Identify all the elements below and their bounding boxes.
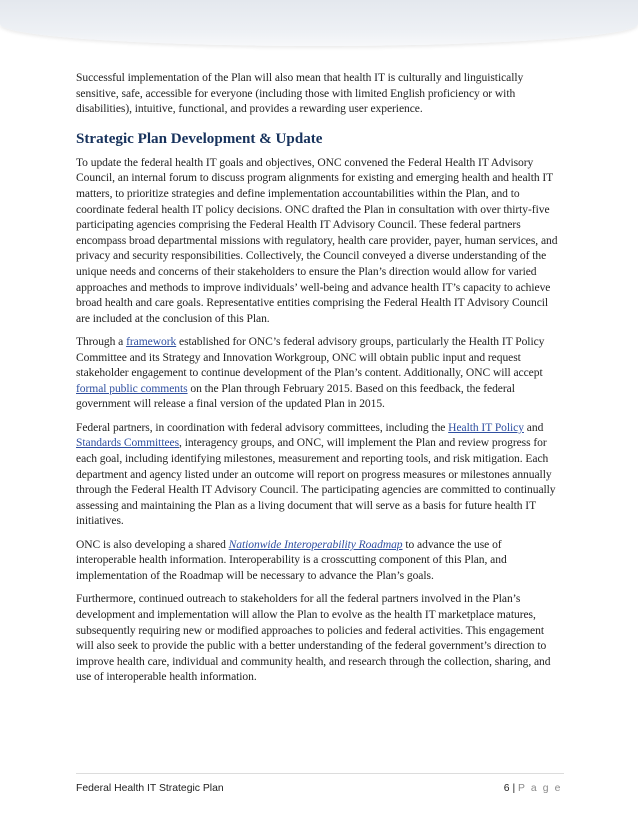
text-run: Through a bbox=[76, 336, 127, 349]
header-band bbox=[0, 0, 638, 46]
text-run: , interagency groups, and ONC, will implement the Plan and review progress for each goal, including identifying milestones, measurement and reporting tools, and risk mitigation. Each department and agency listed under an outcome will report on progress measures or milestones annually through the Federal Health IT Advisory Council. The participating agencies are committed to continually assessing and maintaining the Plan as a living document that will serve as a basis for future health IT initiatives. bbox=[76, 437, 556, 528]
text-run: and bbox=[523, 421, 544, 434]
formal-public-comments-link[interactable]: formal public comments bbox=[76, 382, 188, 395]
intro-paragraph: Successful implementation of the Plan will also mean that health IT is culturally and linguistically sensitive, safe, accessible for everyone (including those with limited English proficiency or with disabilities), intuitive, functional, and provides a rewarding user experience. bbox=[76, 72, 524, 116]
health-it-policy-link[interactable]: Health IT Policy bbox=[448, 421, 524, 434]
text-run: to advance the use of interoperable health information. Interoperability is a crosscutting component of this Plan, and implementation of the Roadmap will be necessary to advance the Plan’s goals. bbox=[76, 538, 507, 583]
page-footer bbox=[76, 773, 564, 794]
text-run: on the Plan through February 2015. Based on this feedback, the federal government will release a final version of the updated Plan in 2015. bbox=[76, 382, 515, 411]
council-paragraph: To update the federal health IT goals and objectives, ONC convened the Federal Health IT Advisory Council, an internal forum to discuss program alignments for existing and emerging health and health IT matters, to prioritize strategies and define implementation accountabilities within the Plan, and to coordinate federal health IT policy decisions. ONC drafted the Plan in consultation with over thirty-five participating agencies comprising the Federal Health IT Advisory Council. These federal partners encompass broad departmental missions with regulatory, health care provider, payer, human services, and privacy and security responsibilities. Collectively, the Council conveyed a diverse understanding of the unique needs and concerns of their stakeholders to ensure the Plan’s direction would allow for varied approaches and methods to improve individuals’ well-being and advance health IT’s capacity to achieve broad health and care goals. Representative entities comprising the Federal Health IT Advisory Council are included at the conclusion of this Plan. bbox=[76, 156, 558, 325]
interoperability-roadmap-link[interactable]: Nationwide Interoperability Roadmap bbox=[228, 538, 403, 551]
federal-partners-paragraph bbox=[76, 421, 564, 530]
page-word: P a g e bbox=[518, 783, 562, 794]
text-run: established for ONC’s federal advisory groups, particularly the Health IT Policy Committee and its Strategy and Innovation Workgroup, ONC will obtain public input and request stakeholder engagement to continue development of the Plan’s content. Additionally, ONC will accept bbox=[76, 336, 545, 380]
standards-committees-link[interactable]: Standards Committees bbox=[76, 437, 180, 450]
outreach-paragraph: Furthermore, continued outreach to stakeholders for all the federal partners involved in the Plan’s development and implementation will allow the Plan to evolve as the health IT marketplace matures, subsequently requiring new or modified approaches to policies and federal activities. This engagement will also seek to provide the public with a better understanding of the federal government’s direction to improve health care, individual and community health, and research through the collection, sharing, and use of interoperable health information. bbox=[76, 593, 551, 684]
document-body bbox=[76, 71, 564, 694]
page-number: 6 bbox=[503, 783, 510, 794]
page-indicator bbox=[504, 783, 562, 794]
roadmap-paragraph bbox=[76, 538, 564, 585]
page-separator: | bbox=[512, 783, 516, 794]
public-input-paragraph bbox=[76, 335, 564, 413]
text-run: Federal partners, in coordination with federal advisory committees, including the bbox=[76, 421, 449, 434]
framework-link[interactable]: framework bbox=[126, 336, 177, 349]
section-heading: Strategic Plan Development & Update bbox=[76, 130, 323, 147]
text-run: ONC is also developing a shared bbox=[76, 538, 229, 551]
footer-title: Federal Health IT Strategic Plan bbox=[76, 783, 224, 794]
